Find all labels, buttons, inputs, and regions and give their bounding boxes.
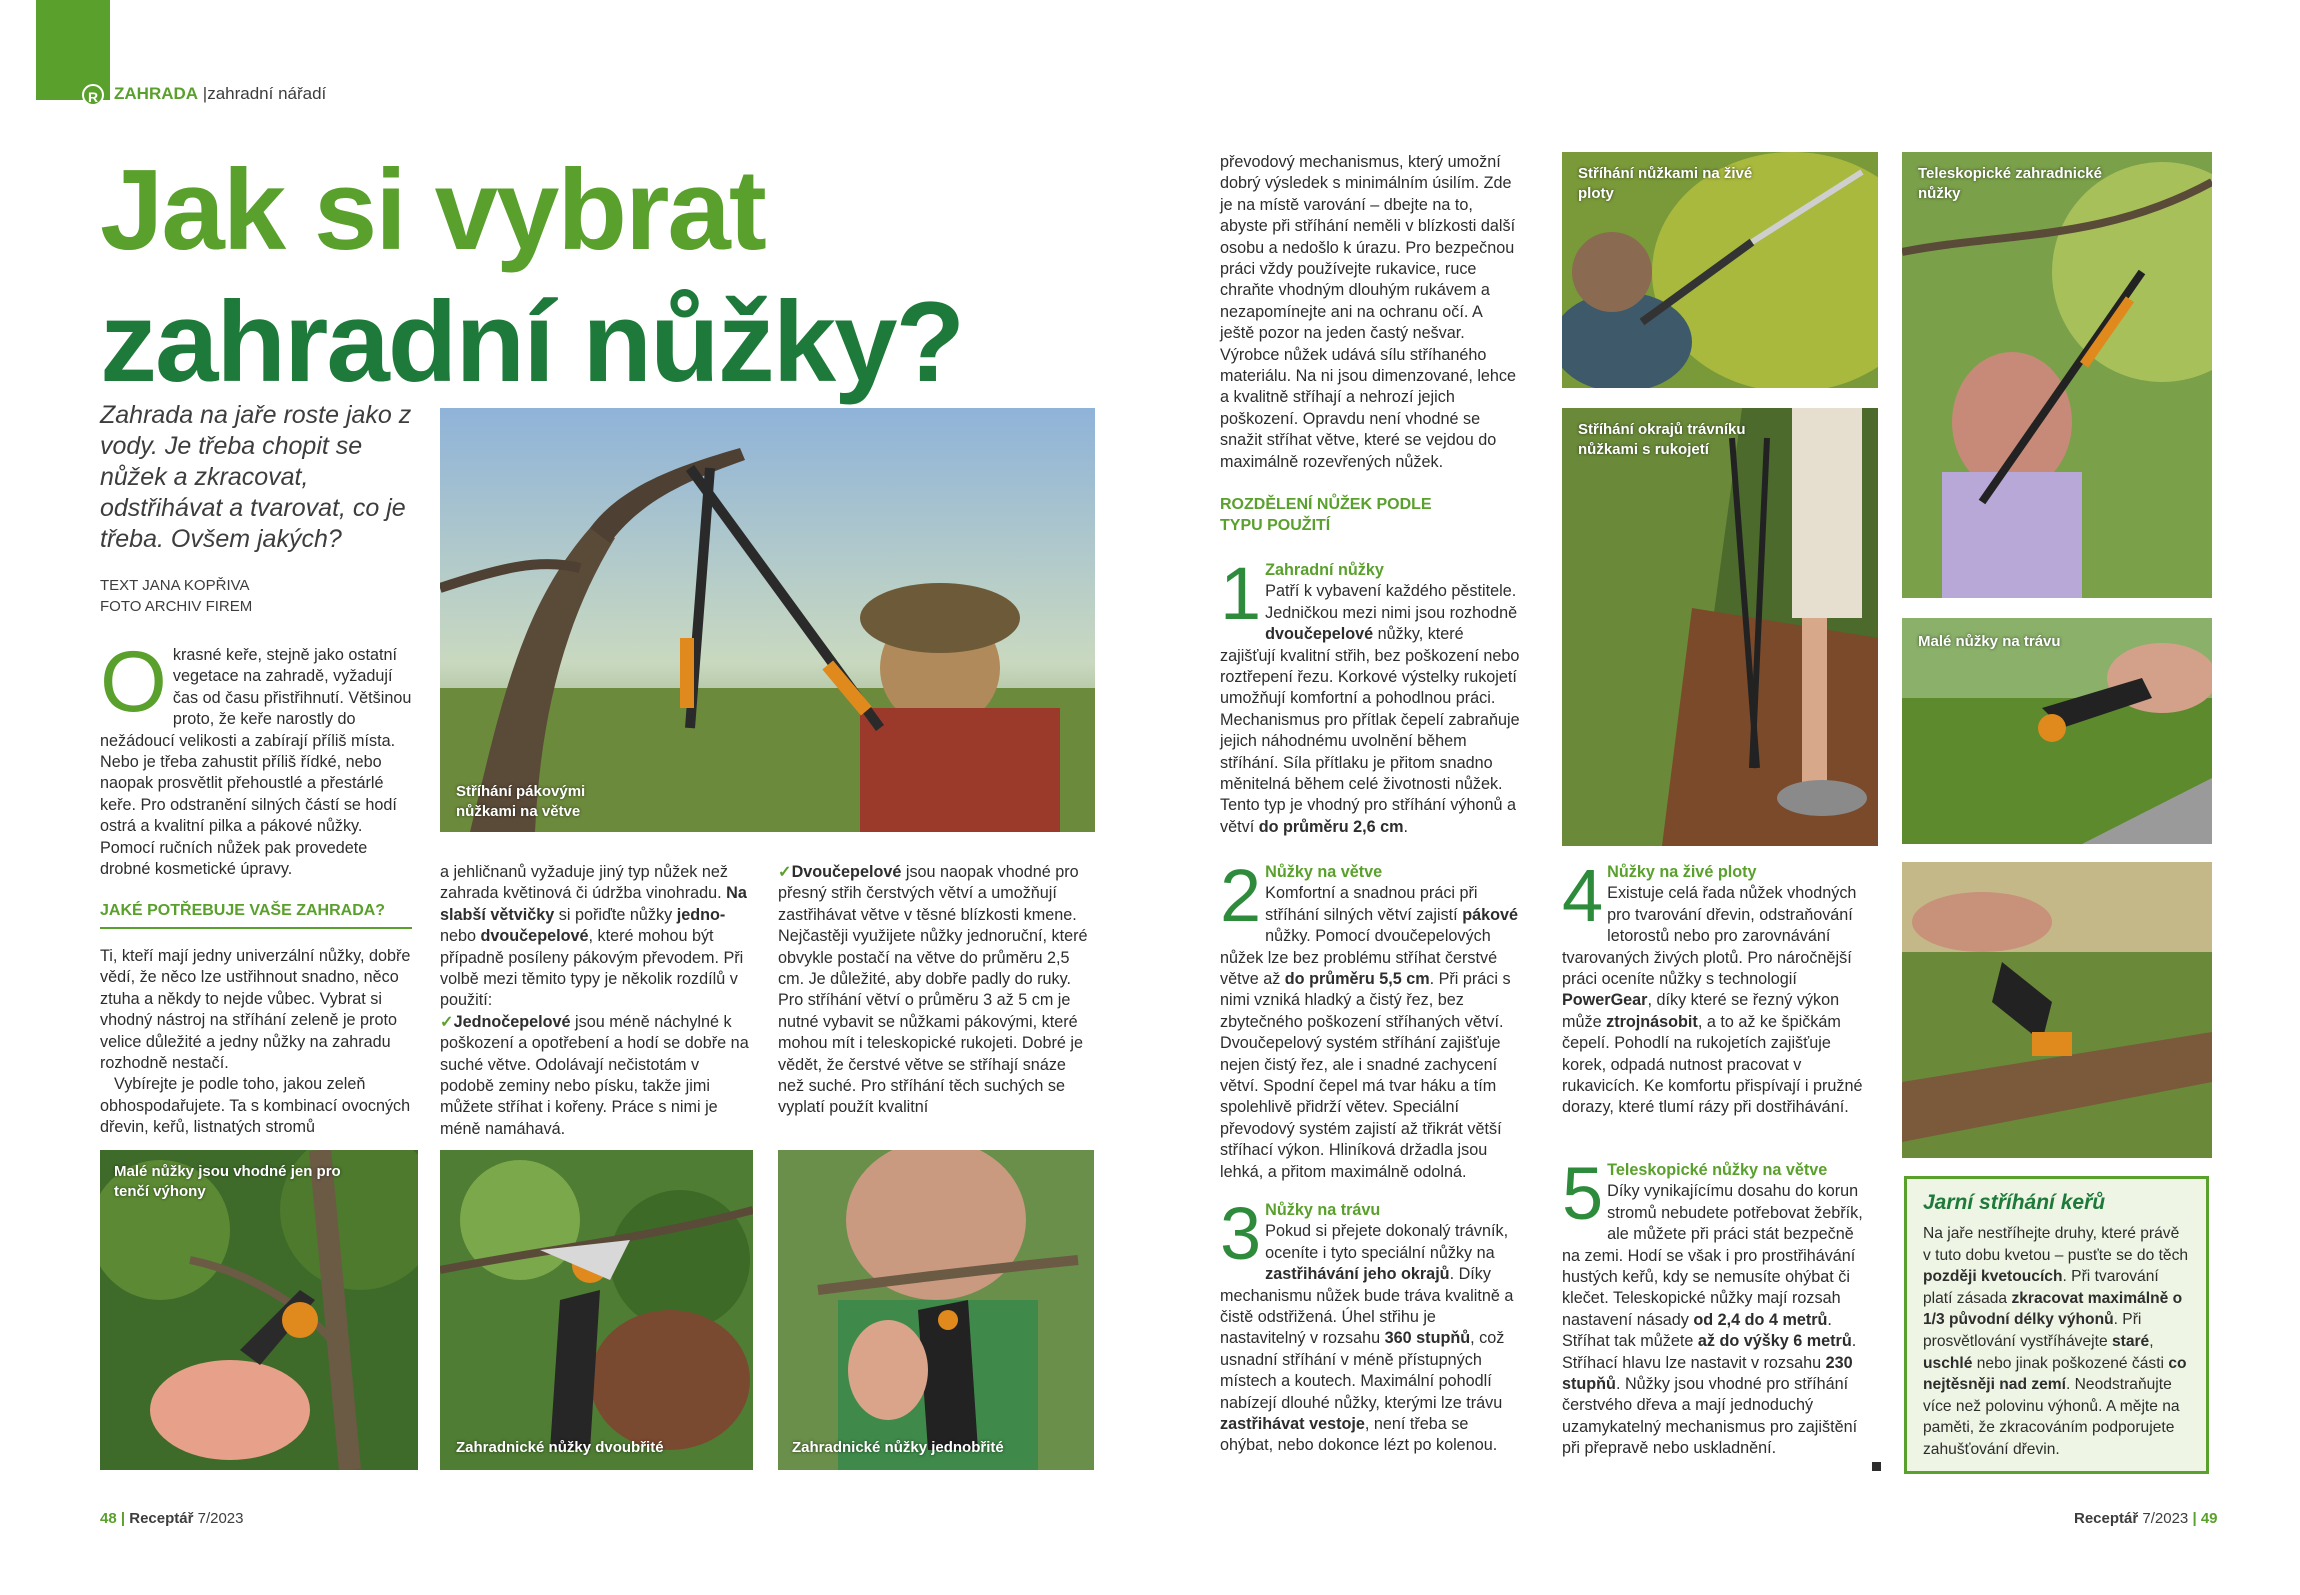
item-bold: dvoučepelové (1265, 625, 1374, 644)
item-title: Zahradní nůžky (1265, 561, 1384, 579)
rubric (114, 84, 326, 104)
col3-text: jsou naopak vhodné pro přesný střih čerstvých větví a umožňují zastřihávat větve v těsné blízkosti kmene. Nejčastěji využijete nůžky jednoruční, které obvykle postačí na větve do průměru 2,5 cm. Je důležité, aby dobře padly do ruky. Pro stříhání větví o průměru 3 až 5 cm je nutné vybavit se nůžkami pákovými, které mohou mít i teleskopické rukojeti. Dobré je vědět, že čerstvé větve se stříhají snáze než suché. Pro stříhání těch suchých se vyplatí použít kvalitní (778, 863, 1088, 1117)
col3-bold: Dvoučepelové (791, 863, 902, 881)
photo-bypass-pruner (440, 1150, 753, 1470)
lead-paragraph: Zahrada na jaře roste jako z vody. Je třeba chopit se nůžek a zkracovat, odstřihávat a tvarovat, co je třeba. Ovšem jakých? (100, 401, 412, 553)
item-text: , a to až ke špičkám čepelí. Pohodlí na rukojetích zajišťuje korek, odpadá nutnost pracovat v rukavicích. Ke komfortu přispívají i pružné dorazy, které tlumí rázy při dostřihávání. (1562, 1012, 1863, 1117)
tip-bold: staré (2111, 1332, 2150, 1350)
photo-hedge (1562, 152, 1878, 388)
item-text: Komfortní a snadnou práci při stříhání silných větví zajistí (1265, 884, 1478, 924)
tip-bold: později kvetoucích (1923, 1268, 2063, 1286)
col2-bold: dvoučepelové (480, 927, 589, 946)
item-bold: PowerGear (1562, 991, 1648, 1010)
tip-text: nebo jinak poškozené části (1972, 1354, 2169, 1372)
issue-number: 7/2023 (197, 1510, 244, 1527)
item-4 (1562, 854, 1872, 1119)
magazine-name: Receptář (2074, 1510, 2139, 1527)
item-bold: zastřihávání jeho okrajů (1265, 1265, 1450, 1284)
item-title: Nůžky na trávu (1265, 1201, 1381, 1219)
col2-text: nebo (440, 927, 481, 946)
column-2 (440, 862, 752, 1140)
photo-edge-shears (1562, 408, 1878, 846)
item-bold: od 2,4 do 4 metrů (1693, 1310, 1828, 1329)
tip-text: . Neodstraňujte více než polovinu výhonů. A mějte na paměti, že zkracováním podporujete zahušťování dřevin. (1923, 1376, 2180, 1458)
intro-column (100, 634, 412, 880)
item-number: 4 (1562, 854, 1604, 937)
column-3 (778, 862, 1094, 1119)
item-title: Teleskopické nůžky na větve (1607, 1161, 1828, 1179)
item-number: 5 (1562, 1152, 1604, 1235)
item-text: . Nůžky jsou vhodné pro stříhání čerstvého dřeva a mají jednoduchý uzamykatelný mechanismus pro zajištění při přepravě nebo uskladnění. (1562, 1375, 1858, 1458)
item-text: , díky které se řezný výkon může (1562, 991, 1840, 1031)
item-text: nůžky. Pomocí dvoučepelových nůžek lze bez problému stříhat čerstvé větve až (1220, 927, 1498, 989)
photo-anvil-pruner (778, 1150, 1094, 1470)
photo-grass-edge (1902, 862, 2212, 1158)
item-title: Nůžky na větve (1265, 863, 1383, 881)
item-bold: 360 stupňů (1384, 1329, 1471, 1348)
section1-p2: Vybírejte je podle toho, jakou zeleň obhospodařujete. Ta s kombinací ovocných dřevin, keřů, listnatých stromů (100, 1075, 411, 1137)
tip-text: , (2149, 1332, 2154, 1350)
credits (100, 575, 252, 617)
item-text: Díky vynikajícímu dosahu do korun stromů nebudete potřebovat žebřík, ale můžete při práci stát bezpečně na zemi. Hodí se však i pro prostřihávání hustých keřů, kdy se nemusíte ohýbat či klečet. Teleskopické nůžky mají rozsah nastavení násady (1562, 1182, 1863, 1329)
footer-left: 48 | Receptář 7/2023 (100, 1510, 244, 1527)
article-title (100, 145, 963, 409)
item-bold: pákové (1462, 905, 1518, 924)
column-4-top (1220, 152, 1520, 473)
tip-text: Na jaře nestříhejte druhy, které právě v tuto dobu kvetou – pusťte se do těch (1923, 1225, 2189, 1264)
section-heading-garden: JAKÉ POTŘEBUJE VAŠE ZAHRADA? (100, 900, 412, 929)
item-1 (1220, 552, 1522, 838)
item-bold: zastřihávat vestoje (1220, 1415, 1365, 1434)
check-icon: ✓ (778, 863, 792, 881)
caption-grass-small: Malé nůžky na trávu (1918, 633, 2061, 650)
col2-bold: Na slabší větvičky (440, 884, 747, 924)
item-number: 1 (1220, 552, 1262, 635)
rubric-section: ZAHRADA (114, 84, 199, 103)
section1-p1: Ti, kteří mají jedny univerzální nůžky, dobře vědí, že něco lze ustřihnout snadno, něco ztuha a někdy to nejde vůbec. Vybrat si vhodný nástroj na stříhání zeleně je proto velice důležité a jedny nůžky na zahradu rozhodně nestačí. (100, 947, 411, 1073)
item-text: . Při práci s nimi vzniká hladký a čistý řez, bez zbytečného poškození stříhaných větví. Dvoučepelový systém stříhání zajišťuje nejen čistý řez, ale i snadné zachycení větví. Spodní čepel má tvar háku a tím spolehlivě přidrží větev. Speciální převodový systém zajistí až třikrát větší stříhací výkon. Hliníková držadla jsou lehká, a přitom maximálně odolná. (1220, 970, 1511, 1181)
check-icon: ✓ (440, 1012, 454, 1031)
col2-text: si pořiďte nůžky (554, 905, 677, 924)
drop-cap: O (100, 634, 167, 730)
item-text: . (1403, 817, 1409, 836)
issue-number: 7/2023 (2142, 1510, 2189, 1527)
rubric-badge: R (82, 84, 104, 106)
col4-p1: převodový mechanismus, který umožní dobrý výsledek s minimálním úsilím. Zde je na místě varování – dbejte na to, abyste při stříhání neměli v blízkosti další osobu a nedošlo k úrazu. Pro bezpečnou práci vždy používejte rukavice, ruce chraňte vhodným dlouhým rukávem a nezapomínejte ani na ochranu očí. A ještě pozor na jeden častý nešvar. Výrobce nůžek udává sílu stříhaného materiálu. Na ni jsou dimenzované, lehce a kvalitně stříhají a nehrozí jejich poškození. Opravdu není vhodné se snažit stříhat větve, které se vejdou do maximálně rozevřených nůžek. (1220, 153, 1517, 471)
photo-small-pruner (100, 1150, 418, 1470)
caption-anvil: Zahradnické nůžky jednobřité (792, 1439, 1004, 1456)
section-heading-types: ROZDĚLENÍ NŮŽEK PODLE TYPU POUŽITÍ (1220, 496, 1432, 534)
tip-bold: co nejtěsněji nad zemí (1923, 1354, 2187, 1394)
section1-body (100, 946, 412, 1139)
item-text: Existuje celá řada nůžek vhodných pro tvarování dřevin, odstraňování letorostů nebo pro zarovnávání tvarovaných živých plotů. Pro náročnější práci oceníte nůžky s technologií (1562, 884, 1857, 989)
tip-text: . Při prosvětlování vystříhávejte (1923, 1311, 2142, 1350)
intro-text: krasné keře, stejně jako ostatní vegetace na zahradě, vyžadují čas od času přistřihnutí. Většinou proto, že keře narostly do nežádoucí velikosti a zabírají příliš místa. Nebo je třeba zahustit příliš řídké, nebo naopak prosvětlit přehoustlé a přestárlé keře. Pro odstranění silných částí se hodí ostrá a kvalitní pilka a pákové nůžky. Pomocí ručních nůžek pak provedete drobné kosmetické úpravy. (100, 646, 412, 879)
item-text: , není třeba se ohýbat, nebo dokonce lézt po kolenou. (1220, 1415, 1498, 1455)
tip-box (1904, 1176, 2209, 1474)
item-bold: až do výšky 6 metrů (1697, 1332, 1852, 1351)
col2-bold: Jednočepelové (453, 1012, 571, 1031)
title-line-1: Jak si vybrat (100, 147, 765, 274)
caption-lopper: Stříhání pákovými nůžkami na větve (456, 783, 586, 820)
item-number: 2 (1220, 854, 1262, 937)
item-text: . Stříhat tak můžete (1562, 1310, 1832, 1351)
page-number-left: 48 (100, 1510, 117, 1527)
caption-telescopic: Teleskopické zahradnické nůžky (1918, 165, 2102, 202)
item-text: , což usnadní stříhání v méně přístupných místech a koutech. Maximální pohodlí nabízejí dlouhé nůžky, kterými lze trávu (1220, 1329, 1505, 1412)
tip-bold: uschlé (1923, 1354, 1973, 1372)
caption-bypass: Zahradnické nůžky dvoubřité (456, 1439, 664, 1456)
caption-hedge: Stříhání nůžkami na živé ploty (1578, 165, 1753, 202)
footer-right: Receptář 7/2023 | 49 (2074, 1510, 2218, 1527)
credit-text-name: JANA KOPŘIVA (142, 577, 250, 594)
credit-photo-name: ARCHIV FIREM (144, 598, 253, 615)
col2-text: a jehličnanů vyžaduje jiný typ nůžek než zahrada květinová či údržba vinohradu. (440, 863, 728, 903)
item-2 (1220, 854, 1522, 1183)
item-text: . Díky mechanismu nůžek bude tráva kvalitně a čistě odstřižená. Úhel střihu je nastavitelný v rozsahu (1220, 1265, 1514, 1348)
item-5 (1562, 1152, 1872, 1460)
photo-grass-shears (1902, 618, 2212, 844)
page-number-right: 49 (2200, 1510, 2218, 1527)
rubric-subsection: |zahradní nářadí (202, 84, 327, 103)
tip-box-title: Jarní stříhání keřů (1923, 1191, 2106, 1214)
item-number: 3 (1220, 1192, 1262, 1275)
caption-small-pruner: Malé nůžky jsou vhodné jen pro tenčí výhony (114, 1163, 341, 1200)
magazine-name: Receptář (129, 1510, 194, 1527)
item-bold: 230 stupňů (1562, 1353, 1853, 1394)
caption-edge: Stříhání okrajů trávníku nůžkami s rukojetí (1578, 421, 1746, 458)
col2-text: jsou méně náchylné k poškození a opotřebení a hodí se dobře na suché větve. Odolávají nečistotám v podobě zeminy nebo písku, takže jimi můžete stříhat i kořeny. Práce s nimi je méně namáhavá. (440, 1012, 749, 1138)
photo-telescopic (1902, 152, 2212, 598)
tip-bold: zkracovat maximálně o 1/3 původní délky výhonů (1923, 1289, 2183, 1329)
title-line-2: zahradní nůžky? (100, 279, 964, 406)
tip-box-text (1923, 1223, 2190, 1461)
photo-lopper (440, 408, 1095, 832)
tip-text: . Při tvarování platí zásada (1923, 1268, 2159, 1307)
item-title: Nůžky na živé ploty (1607, 863, 1757, 881)
col2-text: , které mohou být případně posíleny pákovým převodem. Při volbě mezi těmito typy je několik rozdílů v použití: (440, 927, 744, 1010)
end-mark (1872, 1462, 1881, 1471)
item-bold: do průměru 5,5 cm (1284, 970, 1430, 989)
item-text: . Stříhací hlavu lze nastavit v rozsahu (1562, 1332, 1857, 1372)
item-bold: ztrojnásobit (1606, 1012, 1698, 1031)
credit-text-label: TEXT (100, 577, 139, 594)
item-text: Patří k vybavení každého pěstitele. Jedničkou mezi nimi jsou rozhodně (1265, 582, 1518, 622)
item-bold: do průměru 2,6 cm (1258, 817, 1404, 836)
col2-bold: jedno- (676, 905, 726, 924)
item-text: Pokud si přejete dokonalý trávník, oceníte i tyto speciální nůžky na (1265, 1222, 1509, 1262)
credit-photo-label: FOTO (100, 598, 142, 615)
item-3 (1220, 1192, 1522, 1457)
item-text: nůžky, které zajišťují kvalitní střih, bez poškození nebo roztřepení řezu. Korkové výstelky rukojetí umožňují komfortní a pohodlnou práci. Mechanismus pro přítlak čepelí zabraňuje jejich náhodnému uvolnění během stříhání. Síla přítlaku je přitom snadno měnitelná během celé životnosti nůžek. Tento typ je vhodný pro stříhání výhonů a větví (1220, 625, 1520, 836)
